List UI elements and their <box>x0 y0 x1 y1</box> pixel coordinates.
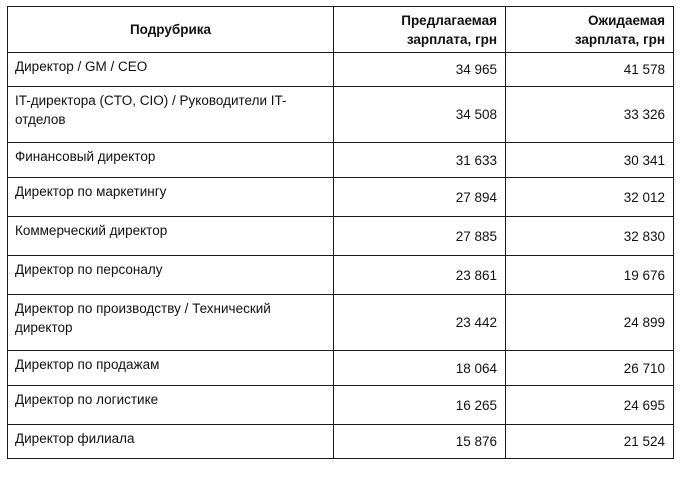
row-offered-salary: 18 064 <box>334 351 506 386</box>
header-offered-salary <box>334 7 506 53</box>
row-offered-salary: 23 442 <box>334 295 506 351</box>
header-subcategory: Подрубрика <box>8 7 334 53</box>
row-subcategory: Финансовый директор <box>8 143 334 178</box>
row-offered-salary: 16 265 <box>334 386 506 425</box>
table-row <box>8 143 674 178</box>
row-subcategory: Директор по логистике <box>8 386 334 425</box>
table-row <box>8 386 674 425</box>
row-expected-salary: 33 326 <box>506 87 674 143</box>
table-row <box>8 295 674 351</box>
table-row <box>8 178 674 217</box>
table-row <box>8 425 674 459</box>
row-offered-salary: 27 894 <box>334 178 506 217</box>
header-row <box>8 7 674 53</box>
header-offered-line1: Предлагаемая <box>401 12 497 28</box>
row-subcategory: Директор по продажам <box>8 351 334 386</box>
header-expected-line1: Ожидаемая <box>588 12 665 28</box>
row-offered-salary: 34 508 <box>334 87 506 143</box>
row-subcategory: Директор по персоналу <box>8 256 334 295</box>
row-expected-salary: 24 695 <box>506 386 674 425</box>
table-header <box>8 7 674 53</box>
row-subcategory: Директор / GM / CEO <box>8 53 334 87</box>
row-expected-salary: 30 341 <box>506 143 674 178</box>
row-expected-salary: 32 830 <box>506 217 674 256</box>
row-expected-salary: 32 012 <box>506 178 674 217</box>
row-expected-salary: 26 710 <box>506 351 674 386</box>
header-offered-line2: зарплата, грн <box>406 31 497 47</box>
row-offered-salary: 34 965 <box>334 53 506 87</box>
row-subcategory: Коммерческий директор <box>8 217 334 256</box>
table-row <box>8 53 674 87</box>
header-expected-salary <box>506 7 674 53</box>
table-row <box>8 87 674 143</box>
table-body <box>8 53 674 459</box>
table-row <box>8 256 674 295</box>
row-subcategory: IT-директора (CTO, CIO) / Руководители IT-отделов <box>8 87 334 143</box>
row-expected-salary: 19 676 <box>506 256 674 295</box>
row-expected-salary: 41 578 <box>506 53 674 87</box>
row-subcategory: Директор филиала <box>8 425 334 459</box>
table-row <box>8 351 674 386</box>
row-offered-salary: 23 861 <box>334 256 506 295</box>
row-expected-salary: 21 524 <box>506 425 674 459</box>
row-offered-salary: 31 633 <box>334 143 506 178</box>
salary-table <box>7 6 674 459</box>
table-row <box>8 217 674 256</box>
header-expected-line2: зарплата, грн <box>574 31 665 47</box>
row-offered-salary: 27 885 <box>334 217 506 256</box>
row-subcategory: Директор по производству / Технический директор <box>8 295 334 351</box>
row-expected-salary: 24 899 <box>506 295 674 351</box>
row-offered-salary: 15 876 <box>334 425 506 459</box>
row-subcategory: Директор по маркетингу <box>8 178 334 217</box>
